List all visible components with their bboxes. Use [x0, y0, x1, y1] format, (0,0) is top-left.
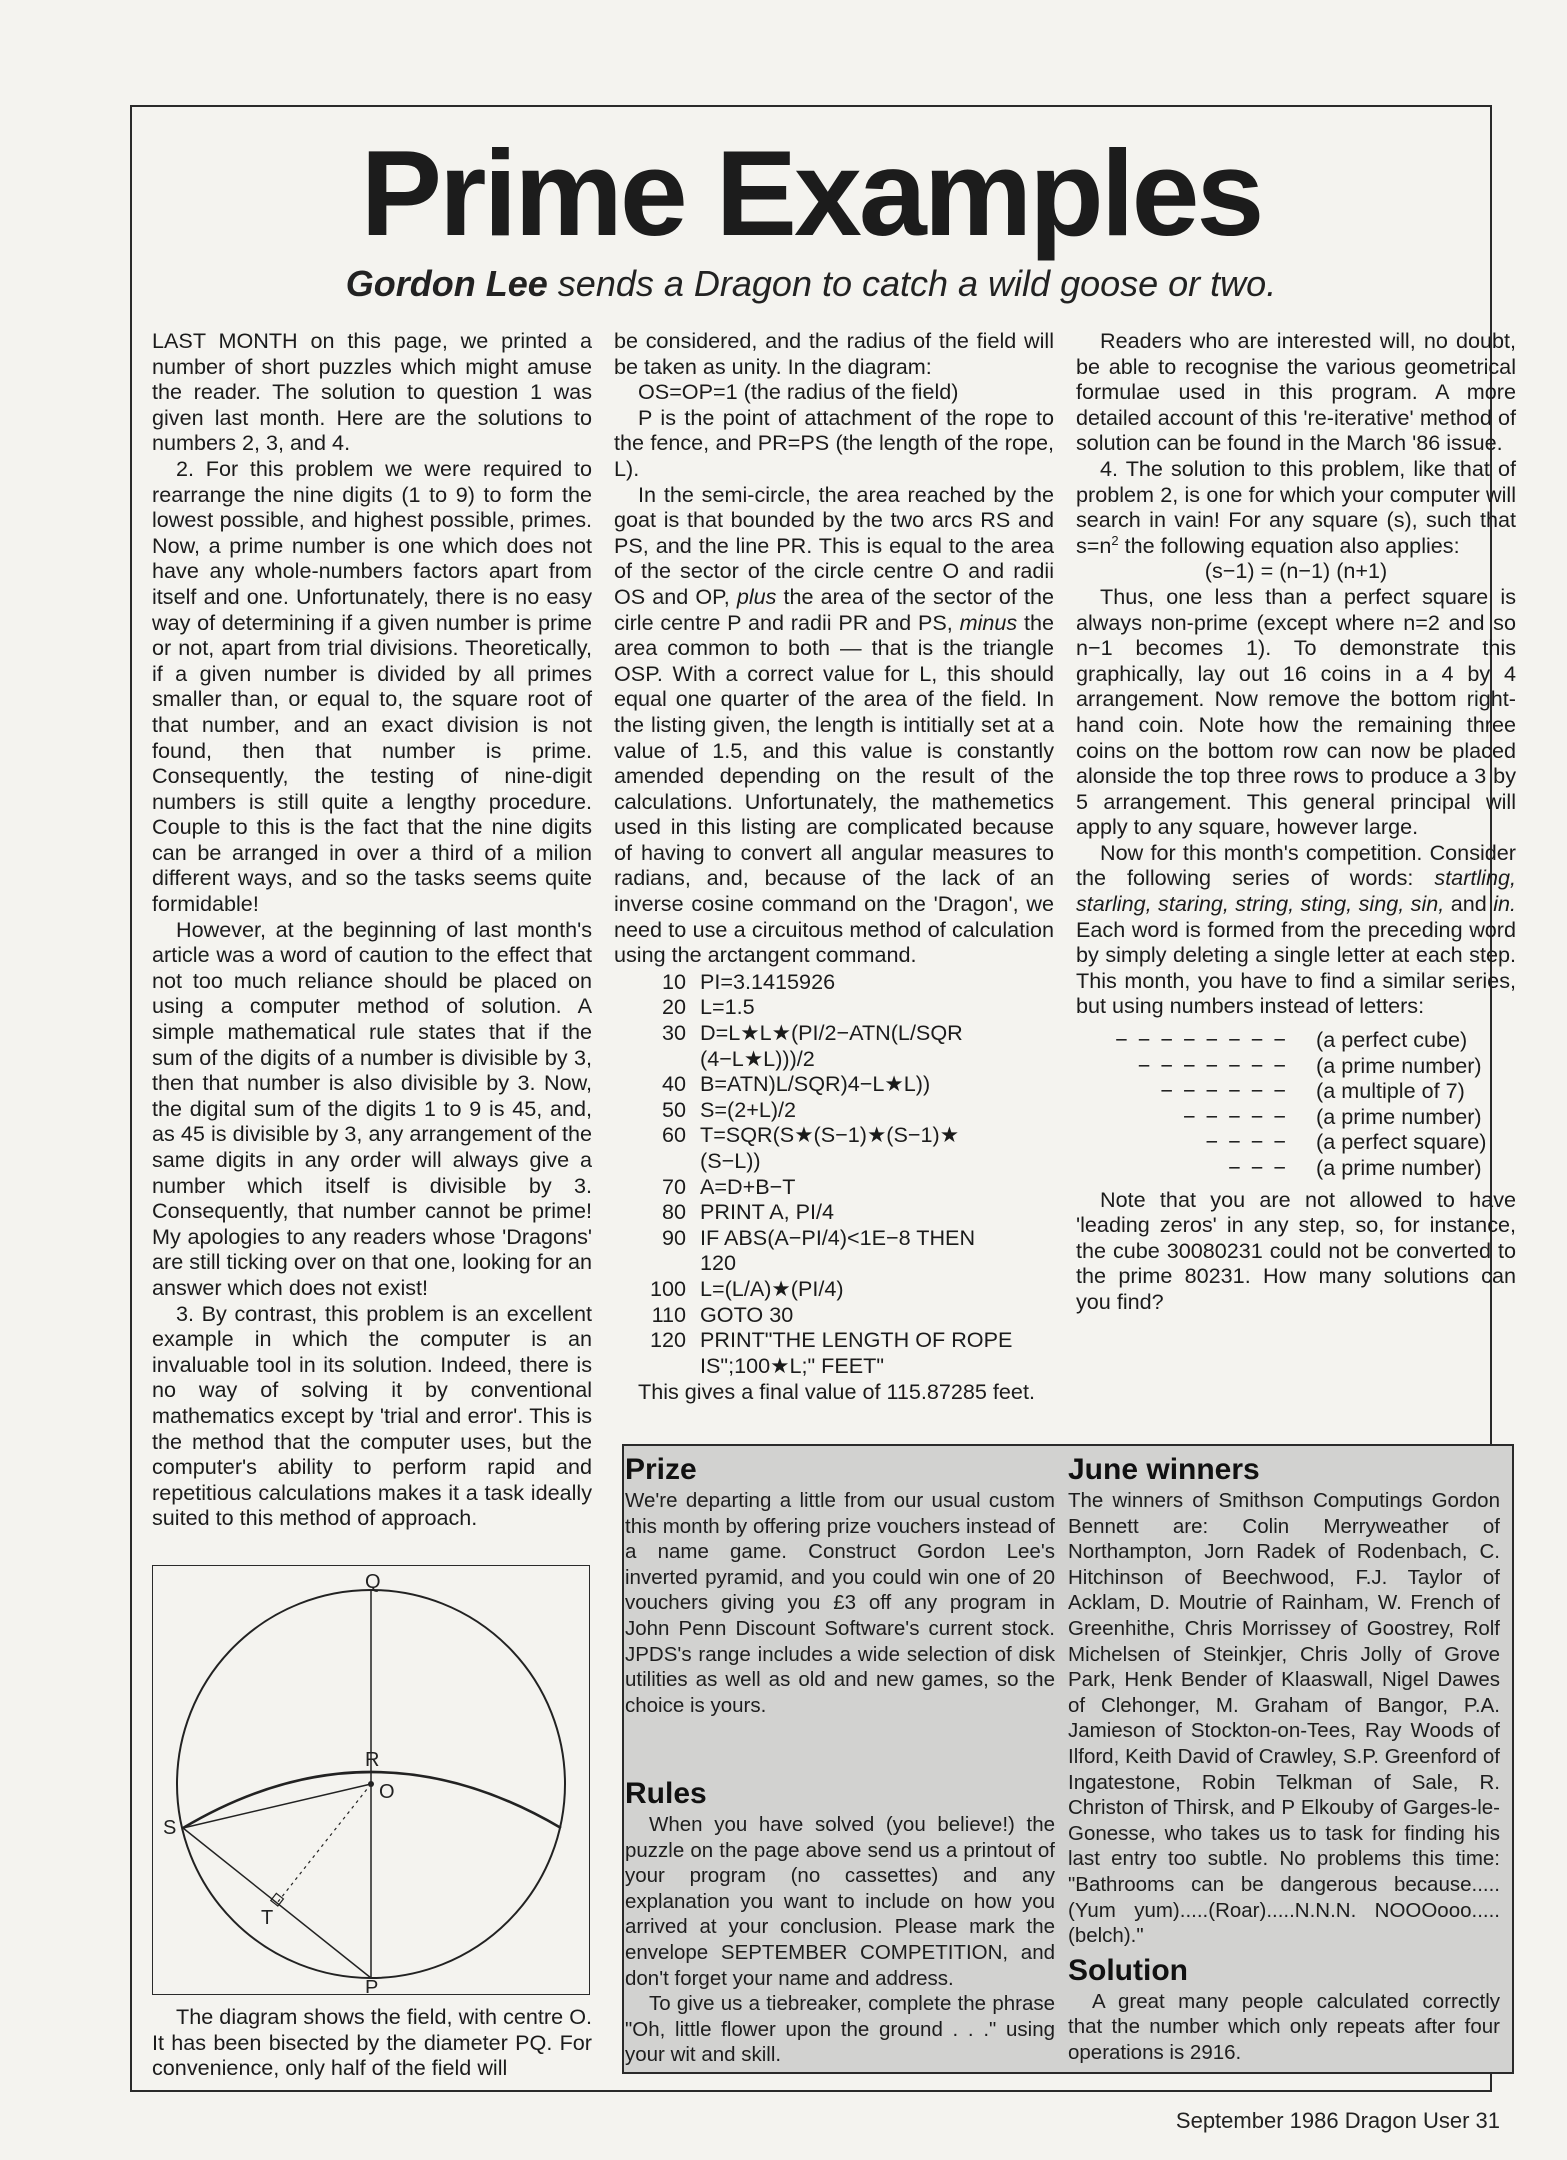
field-diagram	[152, 1565, 590, 1995]
page-footer: September 1986 Dragon User 31	[1175, 2108, 1500, 2133]
rope-arc	[183, 1772, 561, 1828]
series-row	[1076, 1129, 1516, 1155]
series-dashes: − − − − − − −	[1137, 1052, 1288, 1078]
col3-paragraph-3: Thus, one less than a perfect square is always non-prime (except where n=2 and so n−1 becomes 1). To demonstrate this graphically, lay out 16 coins in a 4 by 4 arrangement. Now remove the bottom right-hand coin. Note how the remaining three coins on the bottom row can now be placed alonside the top three rows to produce a 3 by 5 arrangement. This general principal will apply to any square, however large.	[1076, 583, 1516, 840]
label-r: R	[365, 1749, 380, 1771]
listing-line	[614, 1122, 1054, 1148]
series-label: (a prime number)	[1316, 1103, 1482, 1129]
diagram-caption	[152, 2004, 592, 2081]
listing-line	[614, 1174, 1054, 1200]
line-number: 60	[661, 1122, 686, 1148]
line-code: IF ABS(A−PI/4)<1E−8 THEN	[700, 1224, 976, 1250]
solution-text: A great many people calculated correctly that the number which only repeats after four operations is 2916.	[1068, 1989, 1500, 2064]
line-number: 70	[661, 1173, 686, 1199]
listing-line	[614, 1148, 1054, 1174]
col3-paragraph-5: Note that you are not allowed to have 'leading zeros' in any step, so, for instance, the cube 30080231 could not be converted to the prime 80231. How many solutions can you find?	[1076, 1186, 1516, 1314]
col1-paragraph-3: However, at the beginning of last month's article was a word of caution to the effect that not too much reliance should be placed on using a computer method of solution. A simple mathematical rule states that if the sum of the digits of a number is divisible by 3, then that number is also divisible by 3. Now, the digital sum of the digits 1 to 9 is 45, and, as 45 is divisible by 3, any arrangement of the same digits in any order will always give a number which itself is divisible by 3. Consequently, that number cannot be prime! My apologies to any readers whose 'Dragons' are still ticking over on that one, looking for an answer which does not exist!	[152, 916, 592, 1300]
line-code: PRINT"THE LENGTH OF ROPE	[700, 1327, 1013, 1353]
col3-paragraph-2	[1076, 456, 1516, 558]
listing-line	[614, 1046, 1054, 1072]
line-code: A=D+B−T	[700, 1173, 796, 1199]
col2-paragraph-3	[614, 482, 1054, 968]
field-diagram-svg	[153, 1566, 588, 1993]
series-row	[1076, 1104, 1516, 1130]
column-3	[1076, 328, 1516, 1315]
p4-words: startling, starling, staring, string, sting, sing, sin,	[1076, 865, 1516, 917]
label-p: P	[365, 1977, 379, 1993]
line-number	[614, 1250, 700, 1276]
line-number	[614, 1148, 700, 1174]
p4-part-a: Now for this month's competition. Consider the following series of words:	[1076, 839, 1516, 891]
rules-text-1: When you have solved (you believe!) the puzzle on the page above send us a printout of your program (no cassettes) and any explanation you want to include on how you arrived at your conclusion. Please mark the envelope SEPTEMBER COMPETITION, and don't forget your name and address.	[625, 1813, 1055, 1990]
col3-paragraph-1: Readers who are interested will, no doubt, be able to recognise the various geometrical formulae used in this program. A more detailed account of this 're-iterative' method of solution can be found in the March '86 issue.	[1076, 328, 1516, 456]
listing-line	[614, 1071, 1054, 1097]
listing-line	[614, 1327, 1054, 1353]
line-number: 20	[661, 994, 686, 1020]
caption-text: The diagram shows the field, with centre O. It has been bisected by the diameter PQ. For convenience, only half of the field will	[152, 2004, 592, 2081]
line-code: S=(2+L)/2	[700, 1096, 797, 1122]
line-code: L=(L/A)★(PI/4)	[700, 1275, 844, 1301]
p2-part-b: the following equation also applies:	[1118, 532, 1460, 558]
subtitle-author: Gordon Lee	[345, 263, 548, 304]
col2-final-value: This gives a final value of 115.87285 feet.	[638, 1379, 1035, 1405]
line-code: (4−L★L)))/2	[700, 1045, 815, 1071]
listing-line	[614, 1353, 1054, 1379]
winners-text: The winners of Smithson Computings Gordon Bennett are: Colin Merryweather of Northampton, Jorn Radek of Rodenbach, C. Hitchinson of Beechwood, F.J. Taylor of Acklam, D. Moutrie of Rainham, W. French of Greenhithe, Chris Morrissey of Goostrey, Rolf Michelsen of Steinkjer, Chris Jolly of Grove Park, Henk Bender of Klaaswall, Nigel Dawes of Clehonger, M. Graham of Bangor, P.A. Jamieson of Stockton-on-Tees, Ray Woods of Ilford, Keith David of Crawley, S.P. Greenford of Ingatestone, Robin Telkman of Sale, R. Christon of Thirsk, and P Elkouby of Garges-le-Gonesse, who takes us to task for finding his last entry too subtle. No problems this time: "Bathrooms can be dangerous because.....(Yum yum).....(Roar).....N.N.N. NOOOooo.....(belch)."	[1068, 1489, 1500, 1948]
winners-heading: June winners	[1068, 1453, 1260, 1486]
subtitle-text: sends a Dragon to catch a wild goose or two.	[547, 263, 1277, 304]
line-number: 10	[661, 968, 686, 994]
line-number: 50	[661, 1096, 686, 1122]
series-dashes: − − −	[1228, 1155, 1288, 1180]
series-label: (a prime number)	[1316, 1155, 1482, 1180]
series-label: (a multiple of 7)	[1316, 1078, 1465, 1104]
line-code: 120	[700, 1250, 737, 1276]
line-number: 110	[651, 1301, 686, 1327]
line-code: T=SQR(S★(S−1)★(S−1)★	[700, 1122, 960, 1148]
listing-line	[614, 1250, 1054, 1276]
series-row	[1076, 1078, 1516, 1104]
basic-listing	[614, 969, 1054, 1379]
rules-heading: Rules	[625, 1777, 707, 1810]
p4-in: in.	[1493, 891, 1516, 917]
col2-paragraph-2: P is the point of attachment of the rope to the fence, and PR=PS (the length of the rope, L).	[614, 404, 1054, 481]
p4-part-b: and	[1444, 891, 1494, 917]
series-row	[1076, 1155, 1516, 1181]
line-number	[614, 1353, 700, 1379]
column-1	[152, 328, 592, 1531]
line-number: 100	[649, 1275, 686, 1301]
listing-line	[614, 1097, 1054, 1123]
listing-line	[614, 994, 1054, 1020]
p3-minus: minus	[959, 609, 1018, 635]
label-q: Q	[365, 1571, 381, 1593]
p2-superscript: 2	[1111, 532, 1119, 548]
rules-text-2: To give us a tiebreaker, complete the phrase "Oh, little flower upon the ground . . ." using your wit and skill.	[625, 1992, 1055, 2067]
col2-paragraph-1: be considered, and the radius of the field will be taken as unity. In the diagram:	[614, 328, 1054, 379]
col1-paragraph-1: LAST MONTH on this page, we printed a number of short puzzles which might amuse the reader. The solution to question 1 was given last month. Here are the solutions to numbers 2, 3, and 4.	[152, 328, 592, 456]
line-ot	[277, 1784, 371, 1903]
series-dashes: − − − − − − − −	[1115, 1027, 1288, 1053]
line-os	[183, 1784, 371, 1828]
line-code: IS";100★L;" FEET"	[700, 1352, 884, 1378]
listing-line	[614, 1302, 1054, 1328]
col3-paragraph-4	[1076, 840, 1516, 1019]
prize-section	[625, 1452, 1055, 1718]
prize-heading: Prize	[625, 1453, 697, 1486]
line-code: B=ATN)L/SQR)4−L★L))	[700, 1071, 931, 1097]
col3-equation: (s−1) = (n−1) (n+1)	[1204, 558, 1388, 584]
series-row	[1076, 1027, 1516, 1053]
article-subtitle	[130, 258, 1492, 310]
line-number: 30	[661, 1020, 686, 1046]
column-2	[614, 328, 1054, 1405]
line-number: 40	[661, 1071, 686, 1097]
number-series	[1076, 1027, 1516, 1181]
series-label: (a perfect square)	[1316, 1129, 1487, 1155]
series-dashes: − − − −	[1205, 1129, 1288, 1155]
p2-part-a: 4. The solution to this problem, like that of problem 2, is one for which your computer will search in vain! For any square (s), such that s=n	[1076, 455, 1516, 558]
line-number: 80	[661, 1199, 686, 1225]
p4-part-c: Each word is formed from the preceding word by simply deleting a single letter at each step. This month, you have to find a similar series, but using numbers instead of letters:	[1076, 916, 1516, 1019]
series-dashes: − − − − − −	[1160, 1078, 1288, 1104]
line-code: D=L★L★(PI/2−ATN(L/SQR	[700, 1020, 963, 1046]
line-number	[614, 1046, 700, 1072]
p3-part-c: the area of the sector of the cirle centre P and radii PR and PS,	[614, 583, 1055, 635]
col1-paragraph-4: 3. By contrast, this problem is an excellent example in which the computer is an invaluable tool in its solution. Indeed, there is no way of solving it by conventional mathematics except by 'trial and error'. This is the method that the computer uses, but the computer's ability to perform rapid and repetitious calculations makes it a task ideally suited to this method of approach.	[152, 1300, 592, 1531]
label-t: T	[261, 1907, 274, 1929]
line-code: GOTO 30	[700, 1301, 794, 1327]
rules-section	[625, 1776, 1055, 2068]
series-dashes: − − − − −	[1182, 1103, 1288, 1129]
prize-text: We're departing a little from our usual custom this month by offering prize vouchers instead of a name game. Construct Gordon Lee's inverted pyramid, and you could win one of 20 vouchers giving you £3 off any program in John Penn Discount Software's current stock. JPDS's range includes a wide selection of disk utilities as well as old and new games, so the choice is yours.	[625, 1489, 1055, 1717]
p3-part-a: In the semi-circle, the area reached by the goat is that bounded by the two arcs RS and PS, and the line PR. This is equal to the area of the sector of the circle centre O and radii OS and OP,	[614, 481, 1054, 609]
p3-plus: plus	[736, 583, 777, 609]
listing-line	[614, 1199, 1054, 1225]
line-number: 90	[661, 1224, 686, 1250]
listing-line	[614, 1225, 1054, 1251]
article-title: Prime Examples	[360, 125, 1262, 261]
centre-point	[368, 1781, 374, 1787]
col2-equation: OS=OP=1 (the radius of the field)	[638, 379, 959, 405]
series-label: (a prime number)	[1316, 1052, 1482, 1078]
solution-heading: Solution	[1068, 1953, 1188, 1987]
listing-line	[614, 969, 1054, 995]
listing-line	[614, 1020, 1054, 1046]
line-code: L=1.5	[700, 994, 755, 1020]
line-code: (S−L))	[700, 1148, 761, 1173]
series-label: (a perfect cube)	[1316, 1027, 1468, 1053]
p3-part-e: the area common to both — that is the triangle OSP. With a correct value for L, this should equal one quarter of the area of the field. In the listing given, the length is intitially set at a value of 1.5, and this value is constantly amended depending on the result of the calculations. Unfortunately, the mathemetics used in this listing are complicated because of having to convert all angular measures to radians, and, because of the lack of an inverse cosine command on the 'Dragon', we need to use a circuitous method of calculation using the arctangent command.	[614, 609, 1054, 968]
line-code: PRINT A, PI/4	[700, 1199, 835, 1225]
winners-section	[1068, 1452, 1500, 2065]
label-s: S	[163, 1817, 177, 1839]
line-number: 120	[649, 1327, 686, 1353]
line-code: PI=3.1415926	[700, 968, 836, 994]
col1-paragraph-2: 2. For this problem we were required to rearrange the nine digits (1 to 9) to form the lowest possible, and highest possible, primes. Now, a prime number is one which does not have any whole-numbers factors apart from itself and one. Unfortunately, there is no easy way of determining if a given number is prime or not, apart from trial divisions. Theoretically, if a given number is divided by all primes smaller than, or equal to, the square root of that number, and an exact division is not found, then that number is prime. Consequently, the testing of nine-digit numbers is still quite a lengthy procedure. Couple to this is the fact that the nine digits can be arranged in over a third of a milion different ways, and so the tasks seems quite formidable!	[152, 455, 592, 917]
label-o: O	[379, 1781, 395, 1803]
listing-line	[614, 1276, 1054, 1302]
series-row	[1076, 1053, 1516, 1079]
